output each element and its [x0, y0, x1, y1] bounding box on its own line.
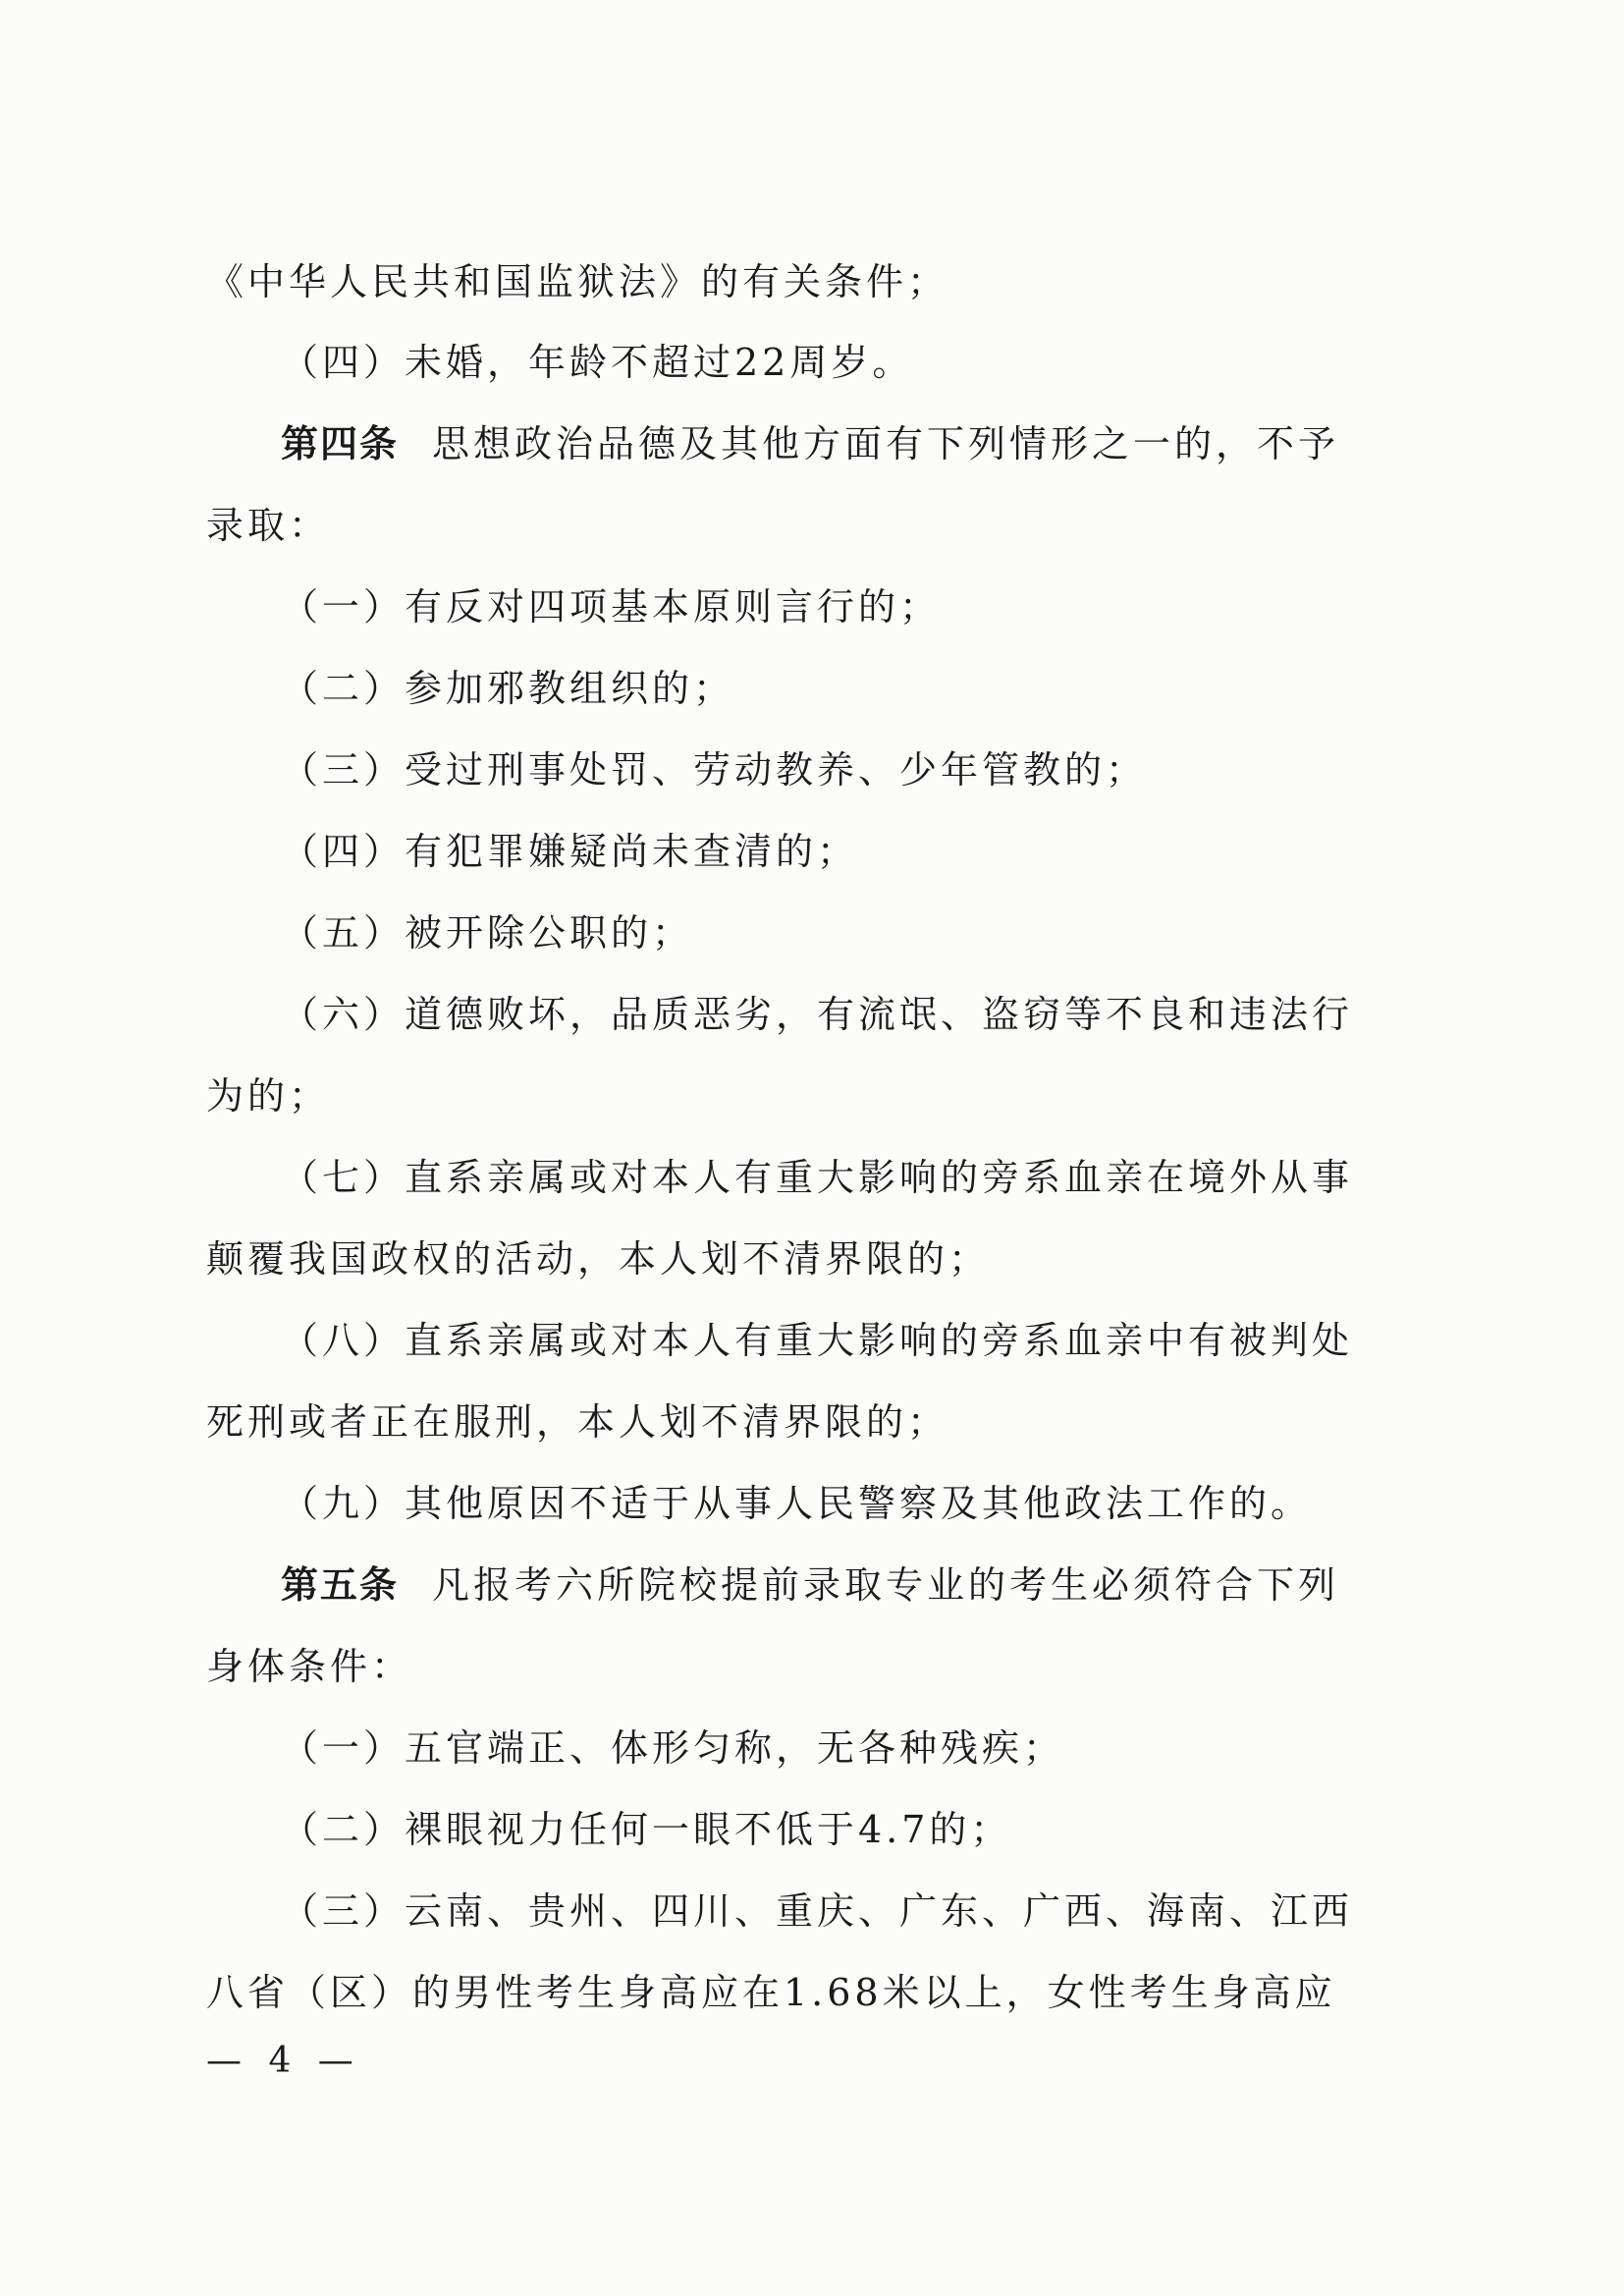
text-line: 思想政治品德及其他方面有下列情形之一的，不予	[432, 422, 1340, 465]
text-line: 凡报考六所院校提前录取专业的考生必须符合下列	[432, 1563, 1340, 1607]
text-line: 死刑或者正在服刑，本人划不清界限的；	[206, 1400, 949, 1444]
list-item: （二）参加邪教组织的；	[281, 667, 735, 710]
list-item: （五）被开除公职的；	[281, 911, 694, 955]
text-line: 身体条件：	[206, 1645, 413, 1688]
article-5-label: 第五条	[281, 1563, 400, 1607]
list-item: （三）受过刑事处罚、劳动教养、少年管教的；	[281, 748, 1148, 792]
article-4-label: 第四条	[281, 422, 400, 465]
text-line: 颠覆我国政权的活动，本人划不清界限的；	[206, 1237, 991, 1281]
list-item: （七）直系亲属或对本人有重大影响的旁系血亲在境外从事	[281, 1156, 1354, 1199]
text-line: （四）未婚，年龄不超过22周岁。	[281, 341, 914, 384]
text-line: 八省（区）的男性考生身高应在1.68米以上，女性考生身高应	[206, 1971, 1336, 2014]
list-item: （三）云南、贵州、四川、重庆、广东、广西、海南、江西	[281, 1889, 1354, 1933]
page-number: — 4 —	[206, 2041, 361, 2081]
list-item: （九）其他原因不适于从事人民警察及其他政法工作的。	[281, 1482, 1313, 1525]
text-line: 录取：	[206, 504, 331, 547]
list-item: （二）裸眼视力任何一眼不低于4.7的；	[281, 1808, 1012, 1851]
text-line: 为的；	[206, 1074, 331, 1118]
list-item: （六）道德败坏，品质恶劣，有流氓、盗窃等不良和违法行	[281, 993, 1354, 1036]
list-item: （一）有反对四项基本原则言行的；	[281, 585, 942, 629]
list-item: （八）直系亲属或对本人有重大影响的旁系血亲中有被判处	[281, 1319, 1354, 1362]
list-item: （四）有犯罪嫌疑尚未查清的；	[281, 830, 859, 873]
article-5-line	[281, 1560, 1414, 1610]
list-item: （一）五官端正、体形匀称，无各种残疾；	[281, 1726, 1065, 1770]
text-line: 《中华人民共和国监狱法》的有关条件；	[206, 260, 949, 303]
article-4-line	[281, 419, 1414, 468]
